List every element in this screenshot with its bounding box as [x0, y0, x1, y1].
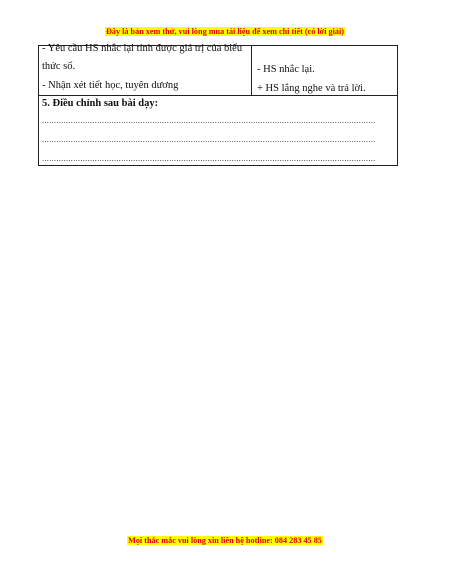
teacher-activity-cell	[39, 43, 252, 96]
preview-notice-text: Đây là bản xem thử, vui lòng mua tài liệu để xem chi tiết (có lời giải)	[105, 27, 344, 36]
adjustment-title: 5. Điều chỉnh sau bài dạy:	[42, 98, 159, 109]
hotline-text: Mọi thắc mắc vui lòng xin liên hệ hotline: 084 283 45 85	[128, 536, 322, 545]
dotted-line-1: ...........................................................................................................................................	[42, 116, 376, 125]
student-activity-cell	[252, 46, 398, 96]
student-line-1: - HS nhắc lại.	[257, 64, 315, 75]
lesson-activity-table	[38, 45, 398, 166]
teacher-line-2: thức số.	[42, 61, 76, 72]
activity-row	[39, 46, 398, 96]
hotline-banner	[0, 536, 450, 546]
preview-notice-banner	[0, 27, 450, 37]
adjustment-row	[39, 96, 398, 166]
adjustment-cell	[39, 96, 398, 166]
dotted-line-2: ...........................................................................................................................................	[42, 135, 376, 144]
student-line-2: + HS lắng nghe và trả lời.	[257, 83, 366, 94]
teacher-line-3: - Nhận xét tiết học, tuyên dương	[42, 80, 179, 91]
dotted-line-3: ...........................................................................................................................................	[42, 154, 376, 163]
teacher-line-1: - Yêu cầu HS nhắc lại tính được giá trị của biểu	[42, 43, 243, 54]
